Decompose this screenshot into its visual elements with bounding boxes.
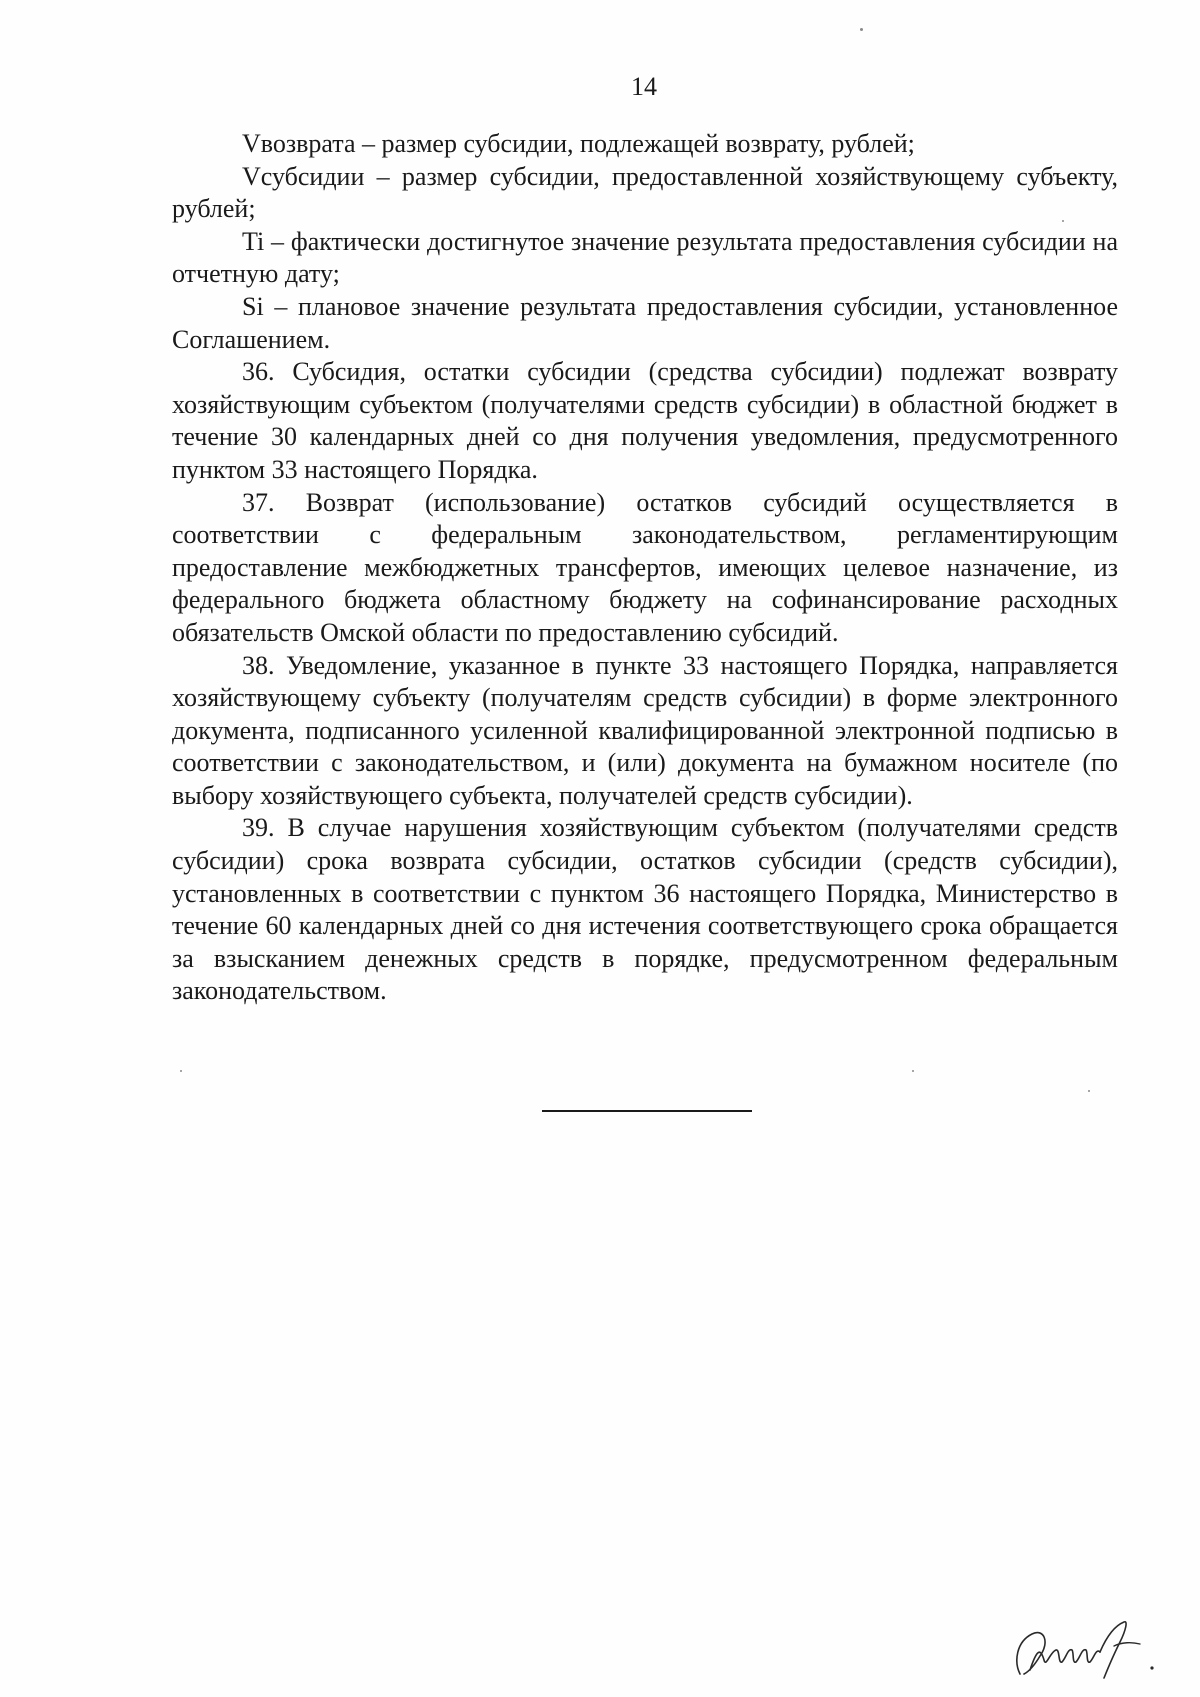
paragraph-37: 37. Возврат (использование) остатков субсидий осуществляется в соответствии с федеральным законодательством, регламентирующим предоставление межбюджетных трансфертов, имеющих целевое назначение, из федерального бюджета областному бюджету на софинансирование расходных обязательств Омской области по предоставлению субсидий. [172, 487, 1118, 647]
handwritten-signature [1010, 1612, 1160, 1684]
scan-speck [860, 28, 863, 31]
paragraph-v-subsidii: Vсубсидии – размер субсидии, предоставленной хозяйствующему субъекту, рублей; [172, 161, 1118, 224]
paragraph-si: Si – плановое значение результата предоставления субсидии, установленное Соглашением. [172, 291, 1118, 354]
paragraph-36: 36. Субсидия, остатки субсидии (средства субсидии) подлежат возврату хозяйствующим субъектом (получателями средств субсидии) в областной бюджет в течение 30 календарных дней со дня получения уведомления, предусмотренного пунктом 33 настоящего Порядка. [172, 357, 1118, 484]
paragraph-39: 39. В случае нарушения хозяйствующим субъектом (получателями средств субсидии) срока возврата субсидии, остатков субсидии (средств субсидии), установленных в соответствии с пунктом 36 настоящего Порядка, Министерство в течение 60 календарных дней со дня истечения соответствующего срока обращается за взысканием денежных средств в порядке, предусмотренном федеральным законодательством. [172, 813, 1118, 1006]
scan-speck [912, 1070, 914, 1072]
end-divider-line [542, 1110, 752, 1112]
document-body [172, 128, 1118, 1008]
paragraph-ti: Ti – фактически достигнутое значение результата предоставления субсидии на отчетную дату; [172, 226, 1118, 289]
page-number: 14 [631, 72, 657, 101]
paragraph-38: 38. Уведомление, указанное в пункте 33 настоящего Порядка, направляется хозяйствующему субъекту (получателям средств субсидии) в форме электронного документа, подписанного усиленной квалифицированной электронной подписью в соответствии с законодательством, и (или) документа на бумажном носителе (по выбору хозяйствующего субъекта, получателей средств субсидии). [172, 650, 1118, 810]
paragraph-v-vozvrata: Vвозврата – размер субсидии, подлежащей возврату, рублей; [242, 129, 915, 158]
scan-speck [1088, 1090, 1090, 1092]
scan-speck [180, 1070, 182, 1072]
scan-speck [1062, 220, 1064, 222]
